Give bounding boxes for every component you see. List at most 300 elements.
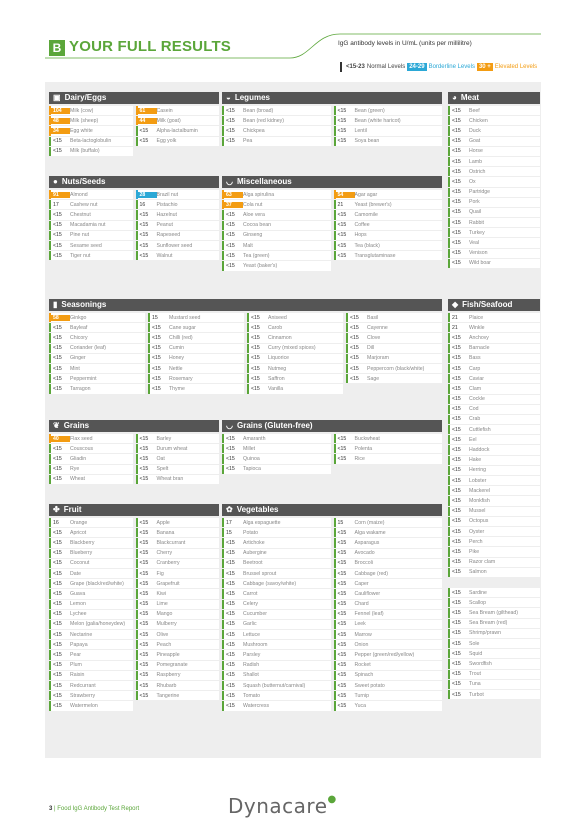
food-name: Couscous — [70, 445, 94, 452]
food-name: Lamb — [469, 158, 482, 165]
result-column — [334, 518, 443, 712]
food-name: Ostrich — [469, 168, 486, 175]
section-title: Fish/Seafood — [462, 300, 513, 309]
result-value: <15 — [452, 630, 461, 637]
result-row — [49, 620, 133, 629]
food-name: Liquorice — [268, 355, 290, 362]
result-value: <15 — [337, 232, 347, 239]
legend-elev-range: 30 + — [478, 64, 491, 70]
result-row — [136, 681, 220, 690]
food-name: Cola nut — [243, 201, 263, 208]
food-name: Tapioca — [243, 466, 261, 473]
section-fruit — [49, 504, 219, 712]
result-value: <15 — [452, 209, 461, 216]
result-value: <15 — [139, 455, 149, 462]
result-value: <15 — [53, 375, 62, 382]
food-name: Clove — [367, 334, 381, 341]
result-value: <15 — [452, 107, 461, 114]
result-value: <15 — [350, 365, 359, 372]
result-row — [334, 444, 443, 453]
food-name: Flax seed — [70, 435, 93, 442]
result-value: 21 — [452, 314, 458, 321]
result-row — [222, 190, 331, 199]
result-row — [136, 589, 220, 598]
result-value: <15 — [226, 435, 235, 442]
section-header — [49, 299, 442, 311]
food-name: Beetroot — [243, 560, 263, 567]
result-row — [334, 650, 443, 659]
result-value: <15 — [139, 580, 149, 587]
food-name: Mushroom — [243, 641, 268, 648]
food-name: Lychee — [70, 611, 87, 618]
food-name: Scallop — [469, 599, 487, 606]
result-row — [334, 671, 443, 680]
result-value: <15 — [53, 560, 62, 567]
result-row — [49, 190, 133, 199]
food-name: Coriander (leaf) — [70, 345, 107, 352]
result-row — [49, 465, 133, 474]
food-name: Caper — [354, 580, 369, 587]
food-name: Gliadin — [70, 455, 87, 462]
page-title: YOUR FULL RESULTS — [69, 38, 232, 55]
result-value: <15 — [139, 560, 149, 567]
result-row — [148, 384, 244, 393]
result-row — [448, 116, 540, 125]
result-row — [136, 610, 220, 619]
result-row — [136, 620, 220, 629]
result-value: <15 — [350, 375, 359, 382]
section-badge: B — [49, 40, 65, 56]
result-row — [136, 650, 220, 659]
report-name: Food IgG Antibody Test Report — [57, 806, 140, 812]
food-name: Cockle — [469, 396, 485, 403]
result-value: <15 — [452, 548, 461, 555]
result-row — [148, 354, 244, 363]
food-name: Rocket — [354, 662, 371, 669]
result-value: <15 — [226, 580, 235, 587]
result-value: <15 — [139, 127, 149, 134]
result-value: <15 — [251, 375, 260, 382]
result-row — [136, 549, 220, 558]
page-number: 3 — [49, 806, 53, 812]
result-value: <15 — [452, 436, 461, 443]
section-columns — [49, 434, 219, 485]
food-name: Lentil — [354, 127, 367, 134]
result-value: <15 — [452, 640, 461, 647]
result-value: <15 — [226, 127, 235, 134]
result-value: <15 — [452, 457, 461, 464]
result-row — [448, 496, 540, 505]
result-value: <15 — [452, 589, 461, 596]
food-name: Melon (galia/honeydew) — [70, 621, 126, 628]
result-value: <15 — [337, 222, 347, 229]
result-row — [448, 690, 540, 699]
result-row — [136, 528, 220, 537]
result-value: <15 — [53, 662, 62, 669]
result-value: <15 — [226, 682, 235, 689]
result-row — [49, 681, 133, 690]
result-row — [448, 177, 540, 186]
result-value: <15 — [251, 355, 260, 362]
result-row — [448, 395, 540, 404]
food-name: Chard — [354, 601, 369, 608]
result-column — [49, 518, 133, 712]
result-row — [136, 691, 220, 700]
food-name: Crab — [469, 416, 481, 423]
result-row — [334, 210, 443, 219]
legend-normal-range: <15-23 — [346, 64, 365, 70]
result-value: <15 — [452, 681, 461, 688]
result-value: <15 — [452, 426, 461, 433]
result-value: <15 — [337, 580, 347, 587]
result-value: <15 — [139, 550, 149, 557]
result-value: <15 — [226, 672, 235, 679]
cheese-icon: ▣ — [53, 93, 61, 102]
result-row — [334, 200, 443, 209]
result-row — [49, 251, 133, 260]
result-row — [49, 147, 133, 156]
result-row — [222, 528, 331, 537]
result-value: <15 — [452, 199, 461, 206]
food-name: Pine nut — [70, 232, 90, 239]
result-value: <15 — [226, 242, 235, 249]
result-value: <15 — [337, 117, 347, 124]
result-row — [136, 579, 220, 588]
result-value: 54 — [336, 192, 355, 198]
result-value: 44 — [138, 118, 157, 124]
result-row — [448, 466, 540, 475]
food-name: Alpha-lactalbumin — [156, 127, 198, 134]
logo-text: Dynacare — [228, 794, 328, 818]
result-value: <15 — [337, 435, 347, 442]
result-value: <15 — [452, 260, 461, 267]
food-name: Alga espaguette — [243, 519, 281, 526]
result-row — [334, 549, 443, 558]
food-name: Vanilla — [268, 385, 284, 392]
result-row — [136, 126, 220, 135]
result-value: <15 — [337, 662, 347, 669]
result-value: <15 — [337, 652, 347, 659]
food-name: Squash (butternut/carnival) — [243, 682, 306, 689]
result-row — [334, 661, 443, 670]
result-value: <15 — [337, 692, 347, 699]
result-row — [49, 231, 133, 240]
result-value: <15 — [350, 334, 359, 341]
food-name: Parsley — [243, 652, 261, 659]
result-value: <15 — [226, 601, 235, 608]
result-row — [334, 126, 443, 135]
section-grains — [49, 420, 219, 485]
result-row — [136, 671, 220, 680]
result-row — [49, 434, 133, 443]
result-value: <15 — [251, 314, 260, 321]
food-name: Squid — [469, 650, 483, 657]
food-name: Strawberry — [70, 692, 96, 699]
result-value: <15 — [337, 252, 347, 259]
food-name: Garlic — [243, 621, 257, 628]
result-column — [136, 518, 220, 712]
result-value: <15 — [452, 518, 461, 525]
result-row — [49, 444, 133, 453]
result-value: <15 — [139, 211, 149, 218]
result-row — [222, 650, 331, 659]
food-name: Papaya — [70, 641, 88, 648]
food-name: Amaranth — [243, 435, 266, 442]
result-value: <15 — [452, 671, 461, 678]
food-name: Shrimp/prawn — [469, 630, 502, 637]
result-row — [448, 198, 540, 207]
result-row — [136, 231, 220, 240]
result-row — [346, 313, 442, 322]
food-name: Barnacle — [469, 345, 490, 352]
result-row — [448, 228, 540, 237]
result-row — [448, 344, 540, 353]
result-row — [49, 671, 133, 680]
result-row — [448, 147, 540, 156]
result-row — [346, 374, 442, 383]
food-name: Milk (cow) — [70, 107, 94, 114]
food-name: Partridge — [469, 189, 491, 196]
result-value: <15 — [452, 528, 461, 535]
food-name: Shallot — [243, 672, 259, 679]
result-value: <15 — [452, 447, 461, 454]
result-row — [49, 344, 145, 353]
result-value: <15 — [53, 138, 62, 145]
results-header — [0, 0, 585, 90]
food-name: Cayenne — [367, 324, 388, 331]
section-dairy — [49, 92, 219, 157]
result-row — [334, 620, 443, 629]
result-row — [136, 600, 220, 609]
result-row — [448, 405, 540, 414]
food-name: Watercress — [243, 702, 270, 709]
result-value: <15 — [139, 222, 149, 229]
result-value: <15 — [139, 631, 149, 638]
food-name: Mulberry — [156, 621, 177, 628]
section-columns — [49, 106, 219, 157]
food-name: Eel — [469, 436, 477, 443]
result-row — [346, 364, 442, 373]
result-value: <15 — [452, 599, 461, 606]
result-value: <15 — [139, 242, 149, 249]
result-value: <15 — [53, 445, 62, 452]
section-columns — [222, 518, 442, 712]
food-name: Oyster — [469, 528, 485, 535]
result-value: <15 — [53, 252, 62, 259]
result-value: <15 — [452, 691, 461, 698]
result-value: <15 — [53, 365, 62, 372]
food-name: Polenta — [354, 445, 373, 452]
result-row — [49, 600, 133, 609]
section-title: Nuts/Seeds — [61, 177, 106, 186]
result-value: <15 — [452, 117, 461, 124]
level-legend — [340, 62, 537, 72]
food-name: Chickpea — [243, 127, 265, 134]
result-row — [222, 137, 331, 146]
food-name: Beta-lactoglobulin — [70, 138, 112, 145]
food-name: Cocoa bean — [243, 222, 271, 229]
food-name: Tomato — [243, 692, 261, 699]
food-name: Brussel sprout — [243, 570, 277, 577]
food-name: Chicken — [469, 117, 488, 124]
result-value: <15 — [337, 611, 347, 618]
food-name: Peppermint — [70, 375, 97, 382]
food-name: Cod — [469, 406, 479, 413]
result-row — [448, 137, 540, 146]
result-value: 15 — [152, 314, 158, 321]
result-value: <15 — [53, 692, 62, 699]
result-value: <15 — [152, 324, 161, 331]
section-header — [49, 420, 219, 432]
result-row — [334, 221, 443, 230]
result-row — [49, 630, 133, 639]
result-value: <15 — [53, 148, 62, 155]
result-row — [49, 454, 133, 463]
page-footer: 3 | Food IgG Antibody Test Report — [49, 806, 140, 812]
result-value: <15 — [139, 621, 149, 628]
result-value: <15 — [337, 529, 347, 536]
food-name: Lettuce — [243, 631, 261, 638]
result-row — [334, 701, 443, 710]
result-row — [448, 558, 540, 567]
food-name: Mint — [70, 365, 80, 372]
result-row — [448, 106, 540, 115]
section-fish — [448, 299, 540, 700]
result-value: <15 — [452, 538, 461, 545]
food-name: Radish — [243, 662, 260, 669]
result-row — [222, 518, 331, 527]
result-value: <15 — [53, 222, 62, 229]
result-value: 61 — [138, 108, 157, 114]
section-header — [448, 299, 540, 311]
legend-normal-label: Normal Levels — [366, 64, 406, 70]
result-value: <15 — [139, 590, 149, 597]
result-value: <15 — [152, 385, 161, 392]
result-value: <15 — [139, 570, 149, 577]
section-title: Vegetables — [236, 505, 279, 514]
section-title: Legumes — [234, 93, 270, 102]
result-value: 104 — [51, 108, 70, 114]
result-value: <15 — [53, 672, 62, 679]
result-row — [448, 629, 540, 638]
result-row — [334, 434, 443, 443]
result-value: <15 — [226, 560, 235, 567]
result-value: <15 — [53, 641, 62, 648]
food-name: Ginseng — [243, 232, 263, 239]
meat-icon: ◕ — [452, 93, 457, 102]
food-name: Onion — [354, 641, 369, 648]
food-name: Oat — [156, 455, 165, 462]
result-row — [136, 116, 220, 125]
section-header — [222, 420, 442, 432]
result-row — [448, 425, 540, 434]
result-column — [136, 190, 220, 261]
food-name: Alga wakame — [354, 529, 386, 536]
result-value: <15 — [226, 692, 235, 699]
result-column — [448, 313, 540, 700]
result-value: <15 — [452, 477, 461, 484]
food-name: Cucumber — [243, 611, 267, 618]
food-name: Carob — [268, 324, 283, 331]
result-row — [334, 538, 443, 547]
result-row — [49, 200, 133, 209]
result-row — [136, 190, 220, 199]
result-row — [136, 200, 220, 209]
result-value: 48 — [51, 118, 70, 124]
units-subtitle: IgG antibody levels in U/mL (units per millilitre) — [338, 40, 472, 47]
result-row — [222, 200, 331, 209]
section-title: Meat — [460, 93, 480, 102]
result-value: <15 — [350, 355, 359, 362]
result-value: <15 — [452, 467, 461, 474]
food-name: Tea (black) — [354, 242, 380, 249]
result-row — [49, 661, 133, 670]
result-value: <15 — [452, 138, 461, 145]
result-value: 37 — [224, 202, 243, 208]
result-row — [448, 507, 540, 516]
result-row — [222, 671, 331, 680]
result-column — [346, 313, 442, 395]
food-name: Tea (green) — [243, 252, 270, 259]
food-name: Bayleaf — [70, 324, 88, 331]
result-row — [448, 547, 540, 556]
food-name: Pea — [243, 138, 253, 145]
section-title: Dairy/Eggs — [64, 93, 107, 102]
result-value: <15 — [139, 692, 149, 699]
food-name: Grape (black/red/white) — [70, 580, 124, 587]
result-row — [136, 137, 220, 146]
result-row — [334, 589, 443, 598]
result-row — [222, 661, 331, 670]
section-header — [222, 92, 442, 104]
result-row — [334, 116, 443, 125]
result-column — [222, 518, 331, 712]
bowl-icon: ◡ — [226, 421, 233, 430]
food-name: Celery — [243, 601, 258, 608]
result-row — [136, 518, 220, 527]
food-name: Lime — [156, 601, 168, 608]
result-column — [334, 434, 443, 475]
section-seasonings — [49, 299, 442, 395]
food-name: Cashew nut — [70, 201, 98, 208]
result-value: <15 — [53, 529, 62, 536]
result-row — [346, 344, 442, 353]
result-value: <15 — [53, 611, 62, 618]
food-name: Mango — [156, 611, 173, 618]
result-row — [222, 261, 331, 270]
food-name: Blackcurrant — [156, 539, 186, 546]
food-name: Sweet potato — [354, 682, 385, 689]
food-name: Yeast (brewer's) — [354, 201, 392, 208]
result-value: <15 — [452, 375, 461, 382]
result-row — [448, 323, 540, 332]
result-row — [148, 374, 244, 383]
food-name: Raisin — [70, 672, 85, 679]
result-row — [222, 620, 331, 629]
result-value: <15 — [337, 560, 347, 567]
result-row — [222, 569, 331, 578]
result-row — [448, 578, 540, 587]
result-value: <15 — [452, 250, 461, 257]
result-value: <15 — [53, 539, 62, 546]
food-name: Mustard seed — [169, 314, 201, 321]
result-value: <15 — [53, 601, 62, 608]
food-name: Ox — [469, 178, 476, 185]
result-row — [448, 249, 540, 258]
result-row — [136, 640, 220, 649]
result-value: <15 — [337, 211, 347, 218]
section-header — [222, 504, 442, 516]
